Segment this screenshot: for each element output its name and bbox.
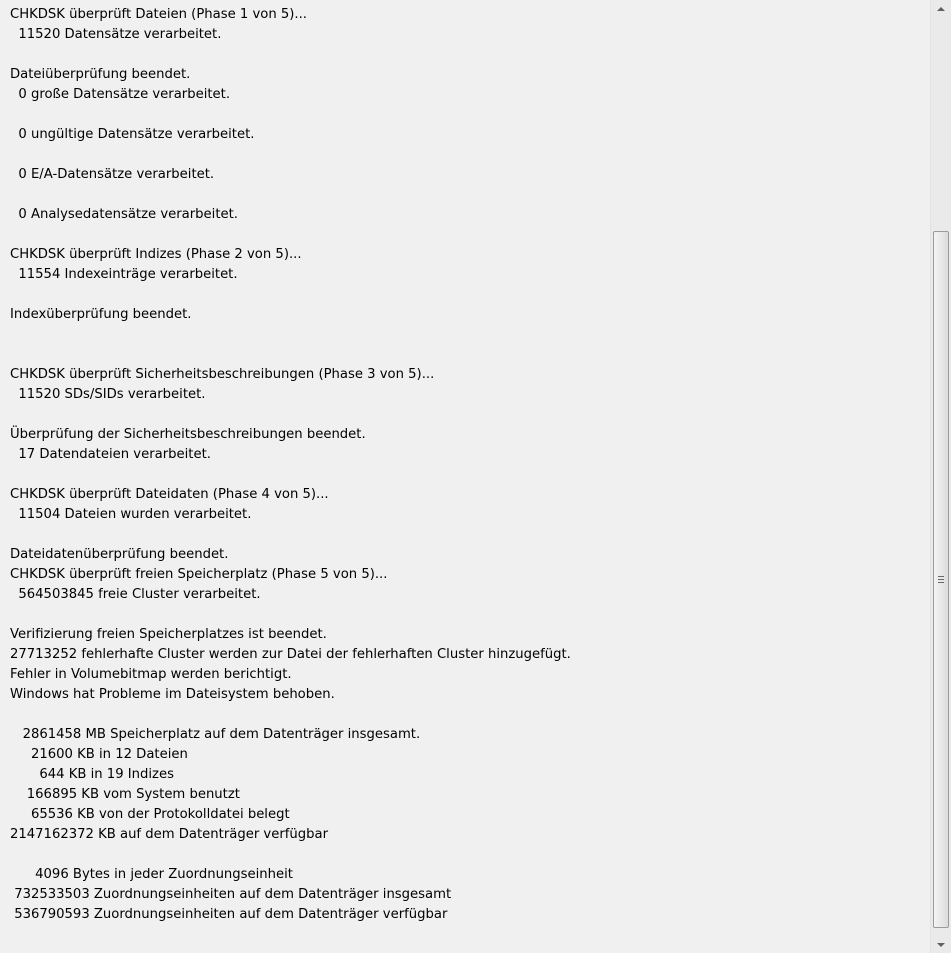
blank-line: [10, 285, 930, 305]
blank-line: [10, 465, 930, 485]
log-line: Windows hat Probleme im Dateisystem behoben.: [10, 687, 335, 702]
log-line: Überprüfung der Sicherheitsbeschreibungen beendet.: [10, 427, 366, 442]
log-line: 0 E/A-Datensätze verarbeitet.: [10, 167, 215, 182]
log-line: Dateidatenüberprüfung beendet.: [10, 547, 229, 562]
log-line: 644 KB in 19 Indizes: [10, 767, 174, 782]
blank-line: [10, 145, 930, 165]
log-line: 536790593 Zuordnungseinheiten auf dem Datenträger verfügbar: [10, 907, 448, 922]
log-line: CHKDSK überprüft Sicherheitsbeschreibungen (Phase 3 von 5)...: [10, 367, 435, 382]
log-line: Fehler in Volumebitmap werden berichtigt.: [10, 667, 292, 682]
blank-line: [10, 105, 930, 125]
scroll-up-arrow-icon: [937, 7, 945, 11]
log-line: 11504 Dateien wurden verarbeitet.: [10, 507, 252, 522]
blank-line: [10, 185, 930, 205]
log-line: 11554 Indexeinträge verarbeitet.: [10, 267, 238, 282]
blank-line: [10, 405, 930, 425]
blank-line: [10, 705, 930, 725]
log-line: 17 Datendateien verarbeitet.: [10, 447, 211, 462]
log-line: CHKDSK überprüft Indizes (Phase 2 von 5)...: [10, 247, 302, 262]
blank-line: [10, 345, 930, 365]
blank-line: [10, 225, 930, 245]
log-line: 21600 KB in 12 Dateien: [10, 747, 188, 762]
blank-line: [10, 325, 930, 345]
log-line: Dateiüberprüfung beendet.: [10, 67, 191, 82]
scroll-down-button[interactable]: [931, 936, 951, 953]
log-line: CHKDSK überprüft Dateidaten (Phase 4 von 5)...: [10, 487, 329, 502]
log-line: 564503845 freie Cluster verarbeitet.: [10, 587, 261, 602]
log-line: 732533503 Zuordnungseinheiten auf dem Datenträger insgesamt: [10, 887, 452, 902]
blank-line: [10, 605, 930, 625]
log-line: 27713252 fehlerhafte Cluster werden zur Datei der fehlerhaften Cluster hinzugefügt.: [10, 647, 571, 662]
log-line: 0 ungültige Datensätze verarbeitet.: [10, 127, 255, 142]
blank-line: [10, 45, 930, 65]
log-line: 166895 KB vom System benutzt: [10, 787, 240, 802]
log-line: 0 große Datensätze verarbeitet.: [10, 87, 231, 102]
log-line: 65536 KB von der Protokolldatei belegt: [10, 807, 290, 822]
log-line: 11520 Datensätze verarbeitet.: [10, 27, 222, 42]
log-line: CHKDSK überprüft Dateien (Phase 1 von 5)...: [10, 7, 308, 22]
log-line: 2861458 MB Speicherplatz auf dem Datenträger insgesamt.: [10, 727, 421, 742]
log-line: CHKDSK überprüft freien Speicherplatz (Phase 5 von 5)...: [10, 567, 388, 582]
log-line: 4096 Bytes in jeder Zuordnungseinheit: [10, 867, 293, 882]
blank-line: [10, 525, 930, 545]
vertical-scrollbar[interactable]: [930, 0, 951, 953]
scroll-down-arrow-icon: [937, 943, 945, 947]
log-line: 0 Analysedatensätze verarbeitet.: [10, 207, 238, 222]
scrollbar-thumb[interactable]: [933, 231, 949, 928]
log-line: Indexüberprüfung beendet.: [10, 307, 192, 322]
log-line: 2147162372 KB auf dem Datenträger verfügbar: [10, 827, 329, 842]
scroll-up-button[interactable]: [931, 0, 951, 17]
log-line: Verifizierung freien Speicherplatzes ist beendet.: [10, 627, 327, 642]
thumb-grip-icon: [938, 576, 944, 584]
log-line: 11520 SDs/SIDs verarbeitet.: [10, 387, 206, 402]
blank-line: [10, 845, 930, 865]
